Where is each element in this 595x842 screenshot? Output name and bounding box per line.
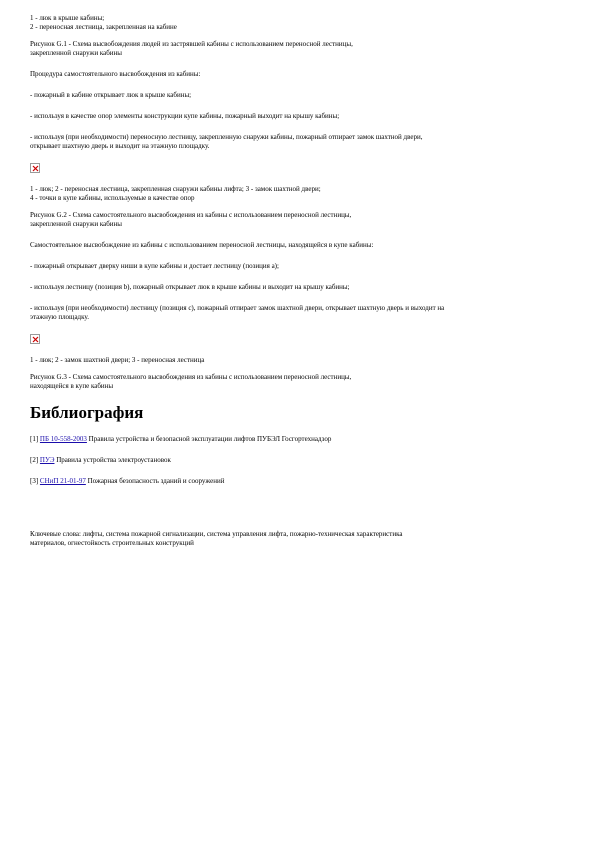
- ref-number: [1]: [30, 435, 40, 443]
- broken-image-x-icon: [32, 165, 39, 172]
- bibliography-heading: Библиография: [30, 403, 144, 422]
- figure1-legend-line2: 2 - переносная лестница, закрепленная на кабине: [30, 23, 177, 31]
- figure3-caption-line2: находящейся в купе кабины: [30, 382, 114, 390]
- ref-link[interactable]: СНиП 21-01-97: [39, 477, 86, 485]
- bibliography-ref: [30, 477, 575, 486]
- keywords-line1: Ключевые слова: лифты, система пожарной сигнализации, система управления лифта, пожарно-техническая характеристика: [30, 530, 403, 538]
- ref-number: [3]: [30, 477, 40, 485]
- figure1-legend-line1: 1 - люк в крыше кабины;: [30, 14, 105, 22]
- procedure2-intro: Самостоятельное высвобождение из кабины с использованием переносной лестницы, находящейся в купе кабины:: [30, 241, 374, 249]
- procedure-step1: - пожарный в кабине открывает люк в крыше кабины;: [30, 91, 192, 99]
- figure2-caption-line2: закрепленной снаружи кабины: [30, 220, 122, 228]
- procedure2-step1: - пожарный открывает дверку ниши в купе кабины и достает лестницу (позиция а);: [30, 262, 279, 270]
- ref-text: Пожарная безопасность зданий и сооружений: [85, 477, 225, 485]
- document-page: [30, 14, 575, 548]
- procedure2-step3-line1: - используя (при необходимости) лестницу (позиция с), пожарный отпирает замок шахтной двери, открывает шахтную дверь и выходит на: [30, 304, 445, 312]
- ref-number: [2]: [30, 456, 40, 464]
- procedure-step3-line1: - используя (при необходимости) переносную лестницу, закрепленную снаружи кабины, пожарный отпирает замок шахтной двери,: [30, 133, 423, 141]
- procedure-intro: Процедура самостоятельного высвобождения из кабины:: [30, 70, 201, 78]
- keywords-line2: материалов, огнестойкость строительных конструкций: [30, 539, 194, 547]
- ref-link[interactable]: ПБ 10-558-2003: [39, 435, 87, 443]
- ref-text: Правила устройства электроустановок: [54, 456, 171, 464]
- figure1-caption-line2: закрепленной снаружи кабины: [30, 49, 122, 57]
- figure1-caption-line1: Рисунок G.1 - Схема высвобождения людей из застрявшей кабины с использованием переносной лестницы,: [30, 40, 353, 48]
- procedure2-step2: - используя лестницу (позиция b), пожарный открывает люк в крыше кабины и выходит на крышу кабины;: [30, 283, 350, 291]
- figure3-caption-line1: Рисунок G.3 - Схема самостоятельного высвобождения из кабины с использованием переносной лестницы,: [30, 373, 352, 381]
- broken-image-icon: [30, 334, 40, 344]
- procedure2-step3-line2: этажную площадку.: [30, 313, 89, 321]
- broken-image-icon: [30, 163, 40, 173]
- procedure-step3-line2: открывает шахтную дверь и выходит на этажную площадку.: [30, 142, 210, 150]
- ref-link[interactable]: ПУЭ: [39, 456, 55, 464]
- figure2-caption-line1: Рисунок G.2 - Схема самостоятельного высвобождения из кабины с использованием переносной лестницы,: [30, 211, 352, 219]
- figure2-legend-line2: 4 - точки в купе кабины, используемые в качестве опор: [30, 194, 195, 202]
- figure2-legend-line1: 1 - люк; 2 - переносная лестница, закрепленная снаружи кабины лифта; 3 - замок шахтной двери;: [30, 185, 321, 193]
- bibliography-ref: [30, 435, 575, 444]
- broken-image-x-icon: [32, 336, 39, 343]
- bibliography-ref: [30, 456, 575, 465]
- procedure-step2: - используя в качестве опор элементы конструкции купе кабины, пожарный выходит на крышу кабины;: [30, 112, 340, 120]
- ref-text: Правила устройства и безопасной эксплуатации лифтов ПУБЭЛ Госгортехнадзор: [86, 435, 332, 443]
- figure3-legend: 1 - люк; 2 - замок шахтной двери; 3 - переносная лестница: [30, 356, 205, 364]
